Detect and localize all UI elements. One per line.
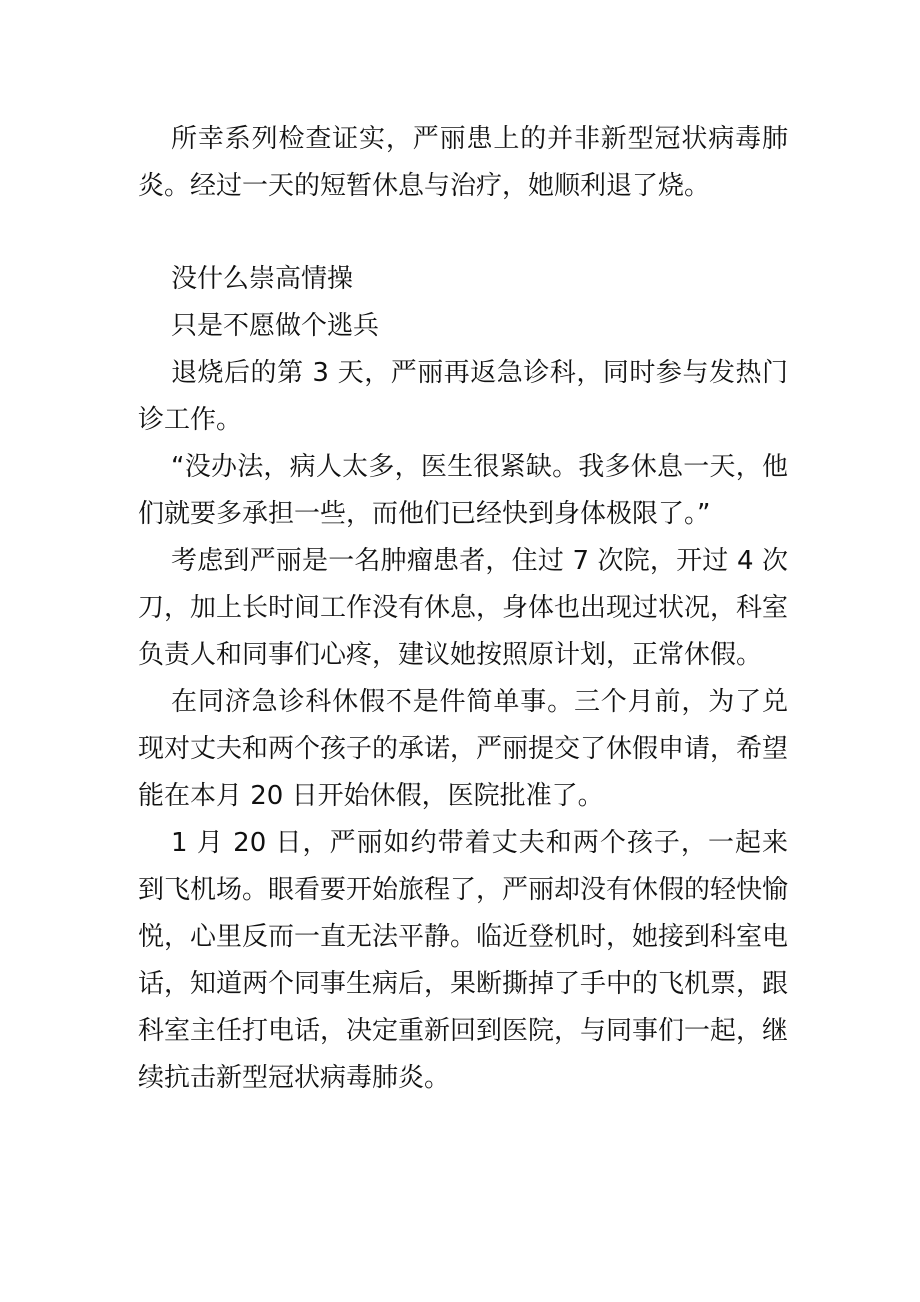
paragraph-airport-decision: 1 月 20 日，严丽如约带着丈夫和两个孩子，一起来到飞机场。眼看要开始旅程了，严丽却没有休假的轻快愉悦，心里反而一直无法平静。临近登机时，她接到科室电话，知道两个同事生病后，果断撕掉了手中的飞机票，跟科室主任打电话，决定重新回到医院，与同事们一起，继续抗击新型冠状病毒肺炎。 xyxy=(138,828,789,1093)
paragraph-intro: 所幸系列检查证实，严丽患上的并非新型冠状病毒肺炎。经过一天的短暂休息与治疗，她顺利退了烧。 xyxy=(138,124,788,201)
section-heading-line-1: 没什么崇高情操 xyxy=(171,264,354,294)
section-heading-line-2: 只是不愿做个逃兵 xyxy=(171,311,380,341)
paragraph-health-concern: 考虑到严丽是一名肿瘤患者，住过 7 次院，开过 4 次刀，加上长时间工作没有休息，身体也出现过状况，科室负责人和同事们心疼，建议她按照原计划，正常休假。 xyxy=(138,546,789,670)
paragraph-return-to-work: 退烧后的第 3 天，严丽再返急诊科，同时参与发热门诊工作。 xyxy=(138,358,788,435)
paragraph-leave-application: 在同济急诊科休假不是件简单事。三个月前，为了兑现对丈夫和两个孩子的承诺，严丽提交了休假申请，希望能在本月 20 日开始休假，医院批准了。 xyxy=(138,687,789,811)
paragraph-spacer xyxy=(138,210,788,256)
paragraph-quote: “没办法，病人太多，医生很紧缺。我多休息一天，他们就要多承担一些，而他们已经快到身体极限了。” xyxy=(138,452,788,529)
document-body xyxy=(138,116,788,1102)
